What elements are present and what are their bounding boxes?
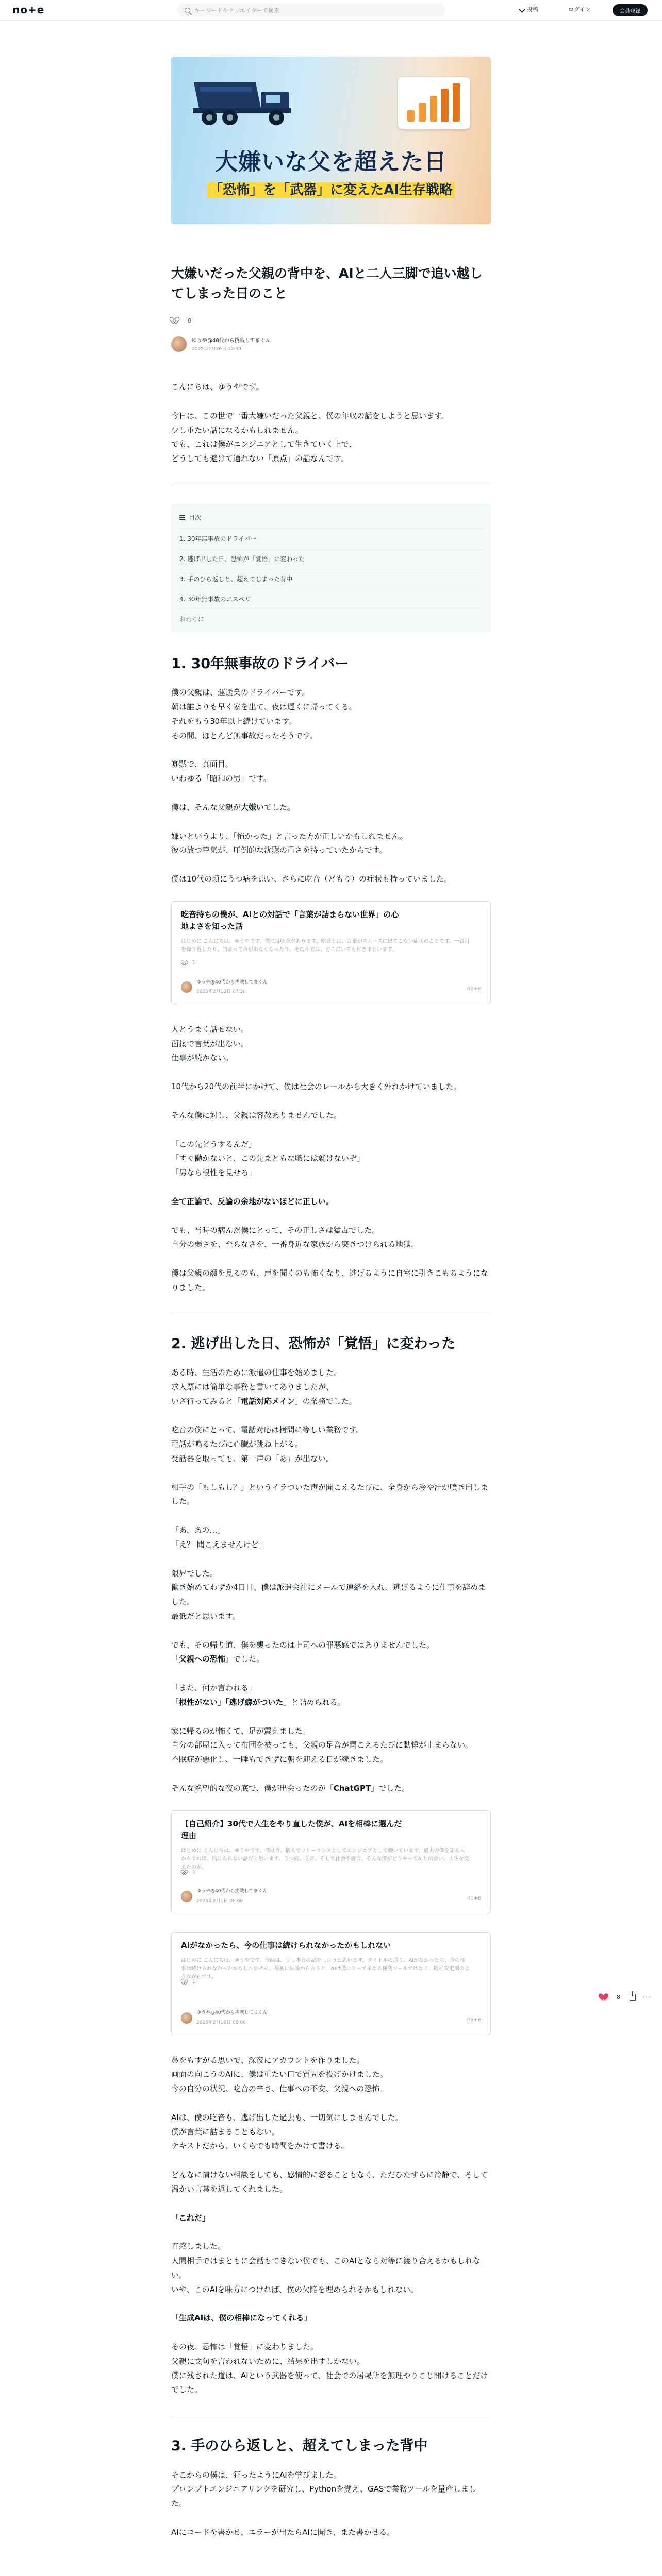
paragraph: 僕は、そんな父親が大嫌いでした。	[171, 802, 295, 812]
article-title: 大嫌いだった父親の背中を、AIと二人三脚で追い越してしまった日のこと	[171, 266, 483, 301]
heart-icon	[182, 961, 187, 965]
card-like: 1	[181, 1868, 481, 1877]
dashboard-illustration	[398, 77, 470, 129]
toc-item[interactable]: 4. 30年無事故のエスペリ	[179, 589, 483, 609]
paragraph: 「生成AIは、僕の相棒になってくれる」	[171, 2313, 312, 2323]
hero-image	[171, 57, 491, 224]
note-logo-mark: no+e	[467, 2017, 481, 2023]
post-label: 投稿	[527, 6, 538, 13]
hero-subtitle: 「恐怖」を「武器」に変えたAI生存戦略	[171, 179, 491, 198]
post-button[interactable]	[520, 5, 538, 13]
search-placeholder: キーワードやクリエイターで検索	[194, 7, 279, 14]
toc-heading[interactable]: 目次	[179, 512, 483, 523]
paragraph: どんなに情けない相談をしても、感情的に怒ることもなく、ただひたすらに冷静で、そして温かい言葉を返してくれました。	[171, 2170, 488, 2194]
like-count: 8	[188, 317, 191, 324]
paragraph: 人とうまく話せない。 面接で言葉が出ない。 仕事が続かない。	[171, 1024, 249, 1063]
toc-item[interactable]: おわりに	[179, 609, 483, 629]
heart-icon	[182, 1980, 187, 1985]
paragraph: 「これだ」	[171, 2213, 210, 2223]
login-link[interactable]: ログイン	[568, 6, 591, 13]
author-name[interactable]: ゆうや@40代から挑戦してまくん	[192, 338, 271, 344]
paragraph: 限界でした。 働き始めてわずか4日目、僕は派遣会社にメールで連絡を入れ、逃げるように仕事を辞めました。 最低だと思います。	[171, 1568, 486, 1621]
paragraph: 嫌いというより、「怖かった」と言った方が正しいかもしれません。 彼の放つ空気が、圧倒的な沈黙の重さを持っていたからです。	[171, 831, 408, 855]
like-heart-icon[interactable]	[600, 1994, 607, 2001]
card-title: AIがなかったら、今の仕事は続けられなかったかもしれない	[181, 1940, 391, 1950]
paragraph: でも、当時の病んだ僕にとって、その正しさは猛毒でした。 自分の弱さを、至らなさを、一番身近な家族から突きつけられる地獄。	[171, 1225, 419, 1249]
card-title: 【自己紹介】30代で人生をやり直した僕が、AIを相棒に選んだ理由	[181, 1819, 402, 1840]
card-excerpt: はじめに こんにちは、ゆうやです。僕には吃音があります。吃音とは、言葉がスムーズに出てこない症状のことです。一音目を繰り返したり、詰まって声が出なくなったり。その不安は、どこにいても付きまといます。	[181, 939, 470, 953]
pen-icon	[519, 6, 525, 13]
paragraph: 吃音の僕にとって、電話対応は拷問に等しい業務です。 電話が鳴るたびに心臓が跳ね上がる。 受話器を取っても、第一声の「あ」が出ない。	[171, 1425, 364, 1463]
paragraph: 僕は10代の頃にうつ病を患い、さらに吃音（どもり）の症状も持っていました。	[171, 874, 452, 884]
paragraph: 今日は、この世で一番大嫌いだった父親と、僕の年収の話をしようと思います。 少し重たい話になるかもしれません。 でも、これは僕がエンジニアとして生きていく上で、 どうしても避けて通れない「原点」の話なんです。	[171, 411, 449, 463]
note-logo-mark: no+e	[467, 1895, 481, 1902]
search-input[interactable]	[177, 4, 445, 17]
hero-title: 大嫌いな父を超えた日	[215, 149, 447, 175]
note-logo-mark: no+e	[467, 986, 481, 992]
paragraph: そんな絶望的な夜の底で、僕が出会ったのが「ChatGPT」でした。	[171, 1783, 410, 1793]
paragraph: AIにコードを書かせ、エラーが出たらAIに聞き、また書かせる。	[171, 2527, 395, 2537]
paragraph: 相手の「もしもし？」というイラついた声が聞こえるたびに、全身から冷や汗が噴き出しました。	[171, 1482, 489, 1506]
paragraph: こんにちは、ゆうやです。	[171, 382, 263, 392]
author-avatar[interactable]	[171, 336, 187, 352]
paragraph: そこからの僕は、狂ったようにAIを学びました。 プロンプトエンジニアリングを研究し、Pythonを覚え、GASで業務ツールを量産しました。	[171, 2470, 477, 2509]
section-heading: 2. 逃げ出した日、恐怖が「覚悟」に変わった	[171, 1335, 456, 1352]
paragraph: 僕の父親は、運送業のドライバーです。 朝は誰よりも早く家を出て、夜は遅くに帰ってくる。 それをもう30年以上続けています。 その間、ほとんど無事故だったそうです。	[171, 688, 357, 740]
card-excerpt: はじめに こんにちは。ゆうやです。僕は今、個人でフリーランスとしてエンジニアとして働いています。過去の僕を知る人からすれば、信じられない話だと思います。うつ病、吃音、そして社会不適合。そんな僕がどうやってAIと出会い、人生を変えたのか。	[181, 1848, 469, 1871]
paragraph: 藁をもすがる思いで、深夜にアカウントを作りました。 画面の向こうのAIに、僕は重たい口で質問を投げかけました。 今の自分の状況、吃音の辛さ、仕事への不安、父親への恐怖。	[171, 2055, 388, 2094]
publish-date: 2025年2月26日 12:30	[192, 347, 241, 352]
paragraph: 家に帰るのが怖くて、足が震えました。 自分の部屋に入って布団を被っても、父親の足音が聞こえるたびに動悸が止まらない。 不眠症が悪化し、一睡もできずに朝を迎える日が続きました。	[171, 1726, 473, 1765]
paragraph: そんな僕に対し、父親は容赦ありませんでした。	[171, 1110, 342, 1120]
note-logo[interactable]: no+e	[12, 4, 45, 16]
card-title: 吃音持ちの僕が、AIとの対話で「言葉が詰まらない世界」の心地よさを知った話	[181, 909, 399, 931]
article-body	[171, 380, 491, 2554]
heart-icon	[182, 1870, 187, 1875]
paragraph: その夜、恐怖は「覚悟」に変わりました。 父親に文句を言われないために、結果を出すしかない。 僕に残された道は、AIという武器を使って、社会での居場所を無理やりこじ開けることだけでした。	[171, 2342, 488, 2395]
card-author: ゆうや@40代から挑戦してまくん 2025年2月1日 08:00	[181, 1887, 267, 1905]
list-icon	[179, 515, 185, 520]
avatar	[181, 1891, 192, 1902]
card-author: ゆうや@40代から挑戦してまくん 2025年2月13日 07:30	[181, 978, 267, 996]
search-icon	[185, 8, 190, 13]
table-of-contents	[171, 504, 491, 632]
embedded-article-card[interactable]	[171, 1810, 491, 1913]
avatar	[181, 981, 192, 993]
embedded-article-card[interactable]	[171, 1932, 491, 2035]
side-like-count: 8	[617, 1994, 620, 2001]
paragraph: 寡黙で、真面目。 いわゆる「昭和の男」です。	[171, 759, 271, 784]
card-like: 1	[181, 1977, 481, 1987]
paragraph: 「あ、あの…」 「え？ 聞こえませんけど」	[171, 1526, 267, 1549]
like-heart-icon[interactable]	[171, 317, 178, 324]
toc-item[interactable]: 3. 手のひら返しと、超えてしまった背中	[179, 569, 483, 589]
register-button[interactable]: 会員登録	[613, 4, 648, 16]
paragraph: 直感しました。 人間相手ではまともに会話もできない僕でも、このAIとなら対等に渡り合えるかもしれない。 いや、このAIを味方につければ、僕の欠陥を埋められるかもしれない。	[171, 2242, 481, 2294]
paragraph: 僕は父親の顔を見るのも、声を聞くのも怖くなり、逃げるように自室に引きこもるようになりました。	[171, 1268, 489, 1292]
top-header	[0, 0, 662, 21]
paragraph: 全て正論で、反論の余地がないほどに正しい。	[171, 1196, 334, 1206]
paragraph: 10代から20代の前半にかけて、僕は社会のレールから大きく外れかけていました。	[171, 1082, 461, 1092]
paragraph: 「また、何か言われる」 「根性がない」「逃げ癖がついた」と詰められる。	[171, 1683, 345, 1707]
paragraph: AIは、僕の吃音も、逃げ出した過去も、一切気にしませんでした。 僕が言葉に詰まることもない。 テキストだから、いくらでも時間をかけて書ける。	[171, 2112, 403, 2151]
toc-item[interactable]: 2. 逃げ出した日、恐怖が「覚悟」に変わった	[179, 549, 483, 569]
card-excerpt: はじめに こんにちは、ゆうやです。今回は、少し本音の話をしようと思います。タイトルの通り、AIがなかったら、今の仕事は続けられなかったかもしれません。最初に結論から言うと、AIは僕にとって単なる便利ツールではなく、精神安定剤のような存在です。	[181, 1957, 470, 1980]
more-options-icon[interactable]: ···	[643, 1994, 652, 2001]
section-heading: 1. 30年無事故のドライバー	[171, 655, 349, 672]
toc-item[interactable]: 1. 30年無事故のドライバー	[179, 529, 483, 549]
section-heading: 3. 手のひら返しと、超えてしまった背中	[171, 2438, 428, 2454]
avatar	[181, 2012, 192, 2024]
article-like-row	[171, 317, 191, 324]
card-like: 1	[181, 958, 481, 968]
paragraph: でも、その帰り道、僕を襲ったのは上司への罪悪感ではありませんでした。 「父親への恐怖」でした。	[171, 1640, 435, 1664]
share-icon[interactable]	[630, 1994, 636, 2001]
card-author: ゆうや@40代から挑戦してまくん 2025年2月16日 08:00	[181, 2009, 267, 2027]
floating-action-bar	[600, 1994, 652, 2001]
paragraph: ある時、生活のために派遣の仕事を始めました。 求人票には簡単な事務と書いてありましたが、 いざ行ってみると「電話対応メイン」の業務でした。	[171, 1368, 357, 1406]
dump-truck-illustration	[189, 72, 297, 129]
paragraph: 「この先どうするんだ」 「すぐ働かないと、この先まともな職には就けないぞ」 「男なら根性を見せろ」	[171, 1139, 365, 1178]
author-block[interactable]	[171, 336, 271, 352]
embedded-article-card[interactable]	[171, 901, 491, 1004]
